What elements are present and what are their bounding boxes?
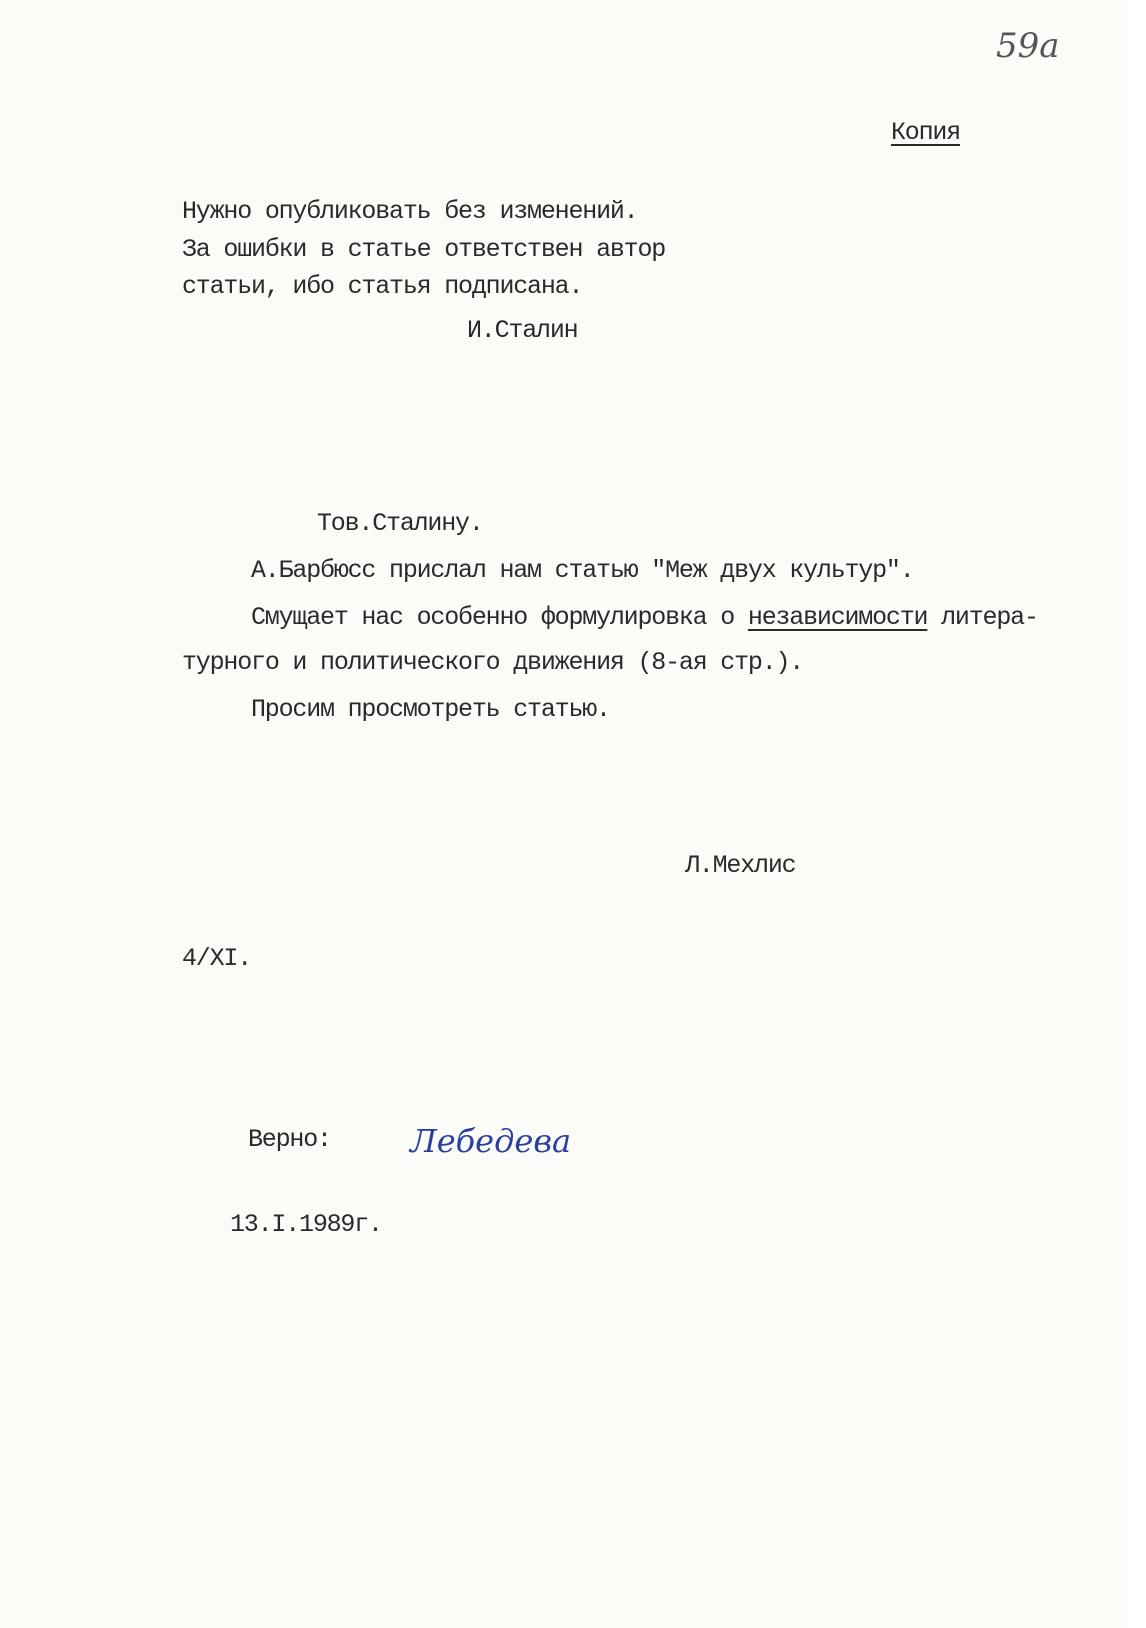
underlined-word: независимости [747,603,928,632]
resolution-line: статьи, ибо статья подписана. [182,272,583,301]
letter-paragraph: А.Барбюсс прислал нам статью "Меж двух культур". [251,556,914,585]
letter-date: 4/XI. [182,944,252,973]
archive-page-number: 59а [996,26,1060,66]
letter-paragraph-continuation: турного и политического движения (8-ая стр.). [182,648,804,677]
letter-paragraph [251,603,1038,633]
letter-salutation: Тов.Сталину. [317,509,483,538]
certification-label: Верно: [248,1125,331,1154]
resolution-signature: И.Сталин [467,316,578,345]
certification-date: 13.I.1989г. [230,1210,382,1239]
letter-paragraph: Просим просмотреть статью. [251,695,610,724]
resolution-line: За ошибки в статье ответствен автор [182,235,666,264]
letter-signature: Л.Мехлис [685,851,796,880]
resolution-line: Нужно опубликовать без изменений. [182,197,638,226]
handwritten-signature: Лебедева [410,1122,572,1160]
letter-text: Смущает нас особенно формулировка о [251,603,748,632]
copy-mark: Копия [891,118,961,147]
letter-text: литера- [927,603,1038,632]
scan-edge [1127,0,1146,1628]
